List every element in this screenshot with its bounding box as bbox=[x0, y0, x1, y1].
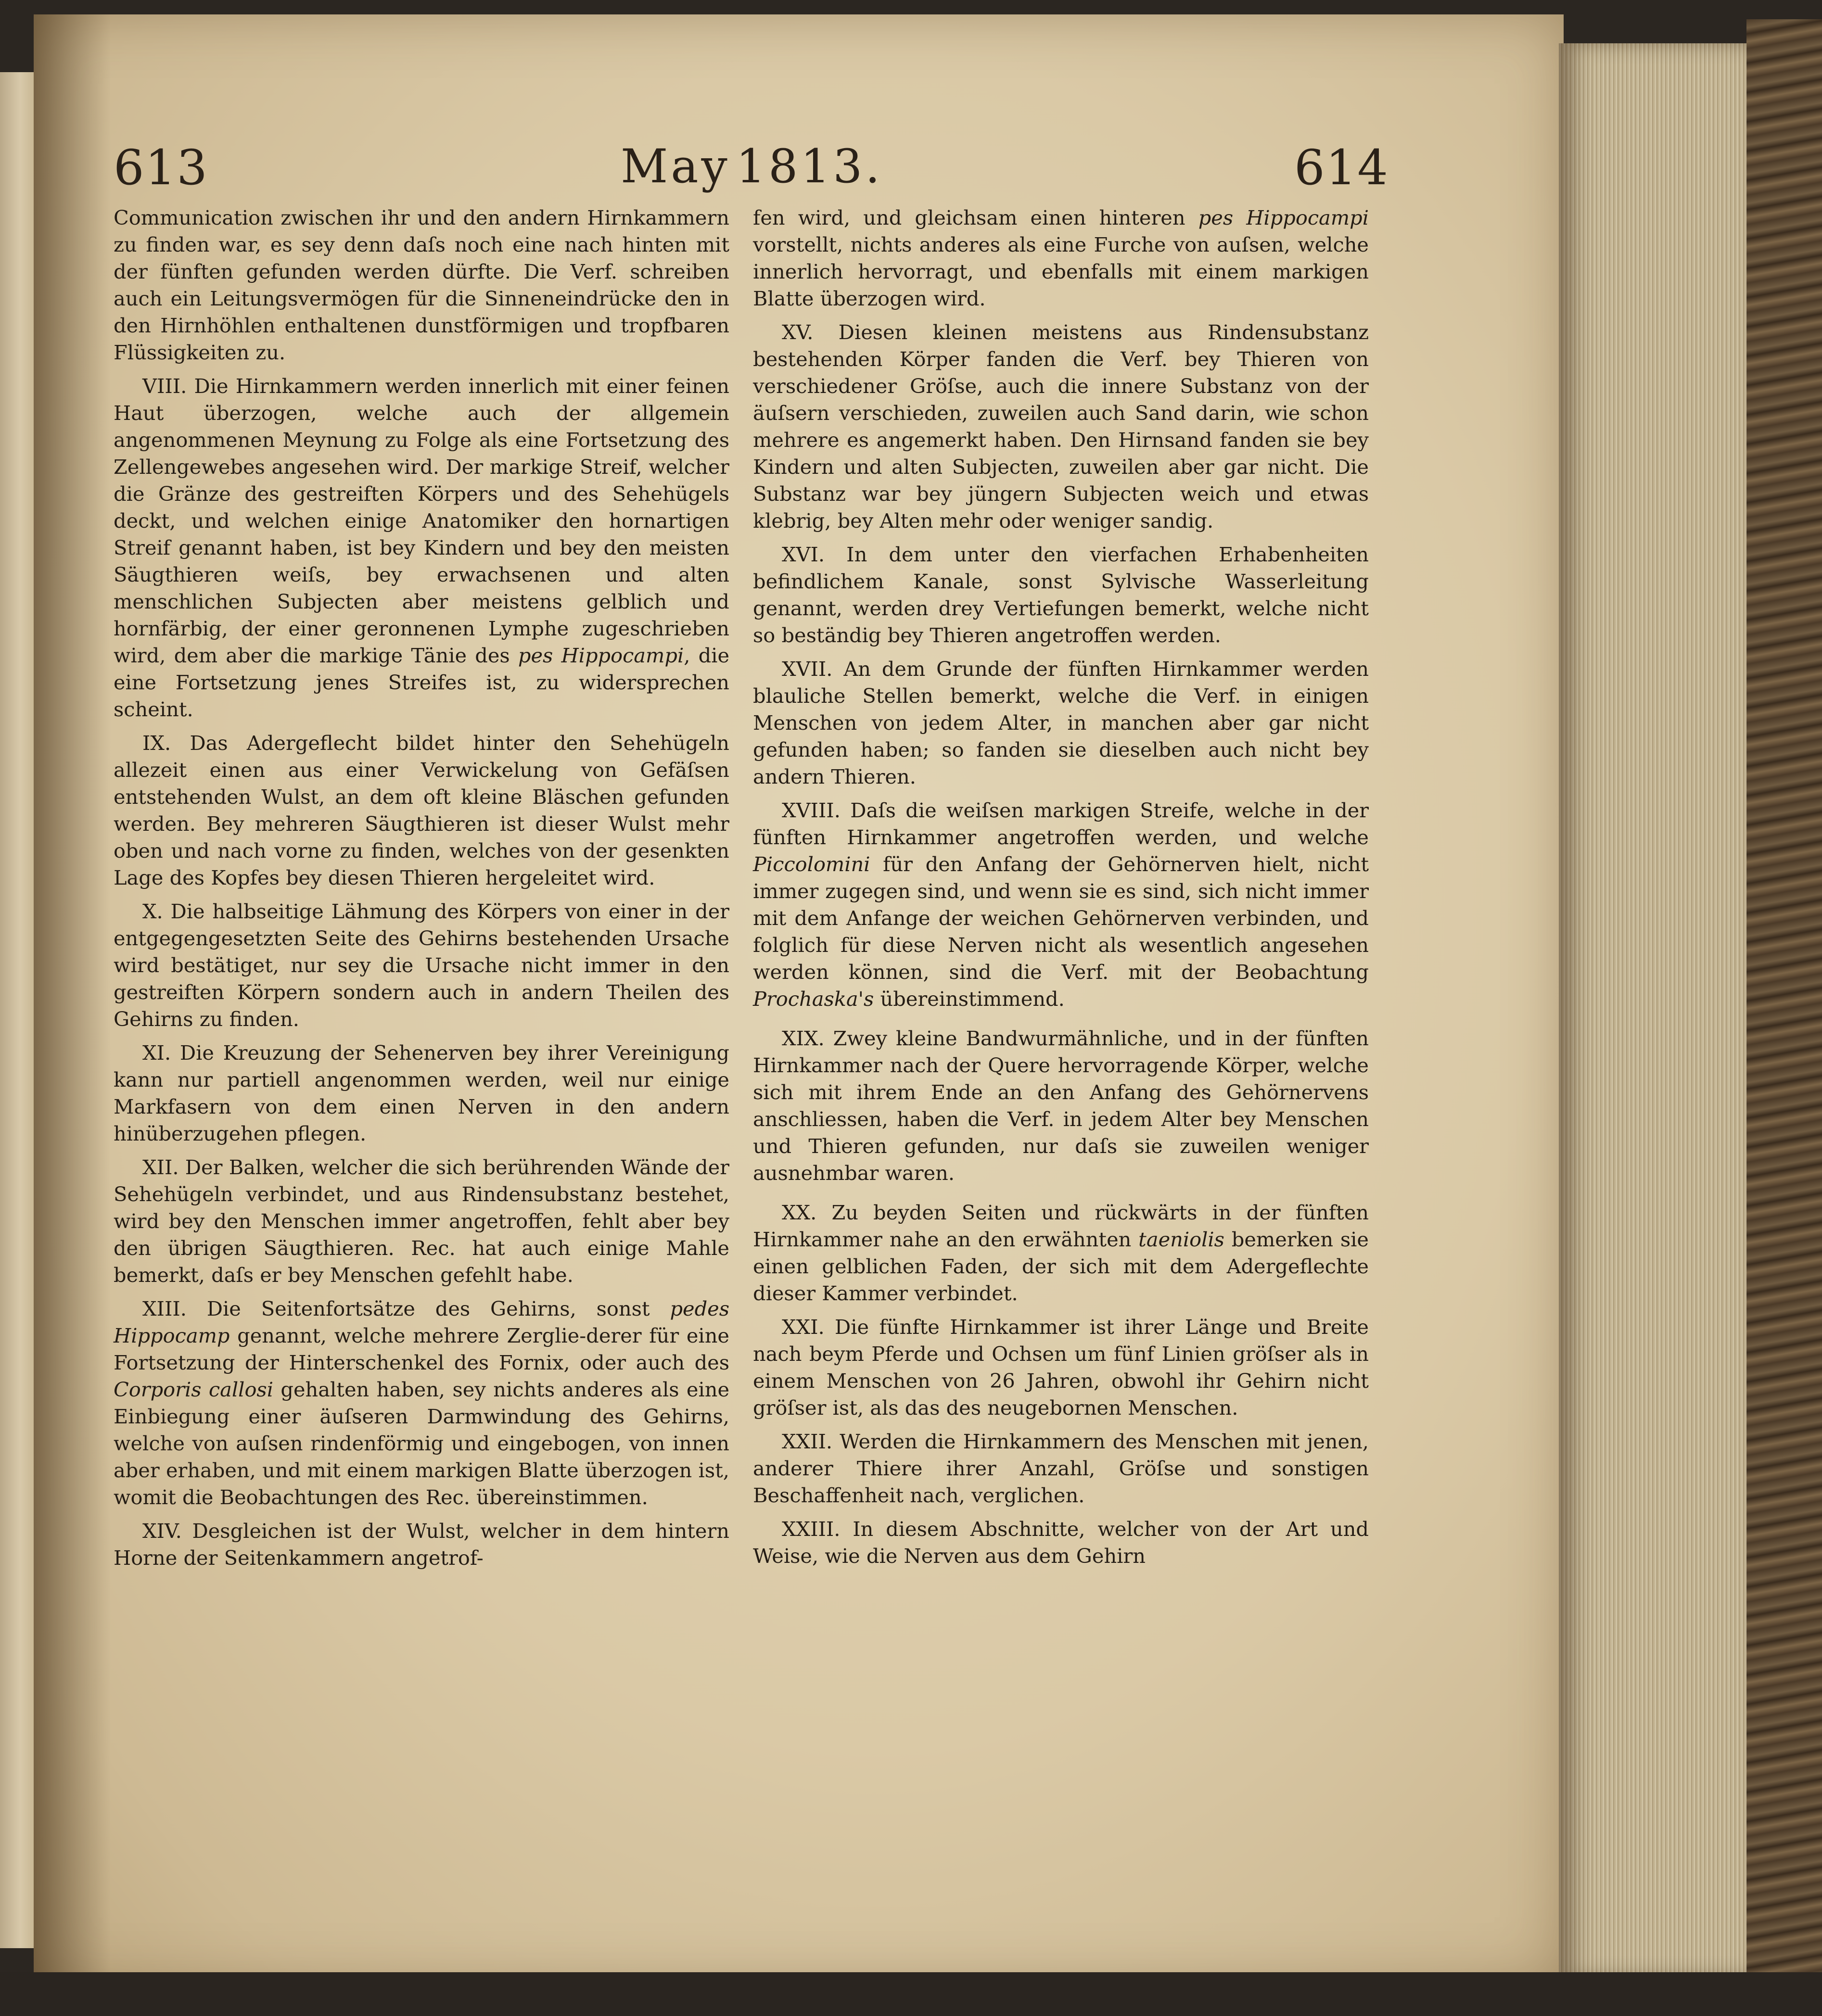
gutter-shadow bbox=[34, 14, 111, 1987]
page-block-edges bbox=[1559, 43, 1746, 1977]
paragraph: XV. Diesen kleinen meistens aus Rindensubstanz bestehenden Körper fanden die Verf. bey Thieren von verschiedener Gröſse, auch die innere Substanz von der äuſsern verschieden, zuweilen auch Sand darin, wie schon mehrere es angemerkt haben. Den Hirnsand fanden sie bey Kindern und alten Subjecten, zuweilen aber gar nicht. Die Substanz war bey jüngern Subjecten weich und etwas klebrig, bey Alten mehr oder weniger sandig. bbox=[753, 320, 1369, 533]
paragraph: XIX. Zwey kleine Bandwurmähnliche, und in der fünften Hirnkammer nach der Quere hervorragende Körper, welche sich mit ihrem Ende an den Anfang des Gehörnervens anschliessen, haben die Verf. in jedem Alter bey Menschen und Thieren gefunden, nur daſs sie zuweilen weniger ausnehmbar waren. bbox=[753, 1027, 1369, 1185]
paragraph: XXII. Werden die Hirnkammern des Menschen mit jenen, anderer Thiere ihrer Anzahl, Gröſse und sonstigen Beschaffenheit nach, verglichen. bbox=[753, 1430, 1369, 1507]
paragraph: XII. Der Balken, welcher die sich berührenden Wände der Sehehügeln verbindet, und aus Rindensubstanz bestehet, wird bey den Menschen immer angetroffen, fehlt aber bey den übrigen Säugthieren. Rec. hat auch einige Mahle bemerkt, daſs er bey Menschen gefehlt habe. bbox=[114, 1155, 729, 1287]
paragraph: XVII. An dem Grunde der fünften Hirnkammer werden blauliche Stellen bemerkt, welche die Verf. in einigen Menschen von jedem Alter, in manchen aber gar nicht gefunden haben; so fanden sie dieselben auch nicht bey andern Thieren. bbox=[753, 657, 1369, 788]
paragraph: XIV. Desgleichen ist der Wulst, welcher in dem hintern Horne der Seitenkammern angetrof- bbox=[114, 1519, 729, 1570]
text-column-left bbox=[114, 204, 729, 1572]
paragraph: XXIII. In diesem Abschnitte, welcher von der Art und Weise, wie die Nerven aus dem Gehirn bbox=[753, 1517, 1369, 1568]
background bbox=[0, 1972, 1822, 2016]
paragraph: X. Die halbseitige Lähmung des Körpers von einer in der entgegengesetzten Seite des Gehirns bestehenden Ursache wird bestätiget, nur sey die Ursache nicht immer in den gestreiften Körpern sondern auch in andern Theilen des Gehirns zu finden. bbox=[114, 900, 729, 1031]
paragraph: Communication zwischen ihr und den andern Hirnkammern zu finden war, es sey denn daſs noch eine nach hinten mit der fünften gefunden werden dürfte. Die Verf. schreiben auch ein Leitungsvermögen für die Sinneneindrücke den in den Hirnhöhlen enthaltenen dunstförmigen und tropfbaren Flüssigkeiten zu. bbox=[114, 206, 729, 364]
book-cover-edge bbox=[1746, 19, 1822, 2011]
running-head-year: 1813. bbox=[736, 139, 883, 193]
paragraph: IX. Das Adergeflecht bildet hinter den Sehehügeln allezeit einen aus einer Verwickelung von Gefäſsen entstehenden Wulst, an dem oft kleine Bläschen gefunden werden. Bey mehreren Säugthieren ist dieser Wulst mehr oben und nach vorne zu finden, welches von der gesenkten Lage des Kopfes bey diesen Thieren hergeleitet wird. bbox=[114, 731, 729, 889]
paragraph: VIII. Die Hirnkammern werden innerlich mit einer feinen Haut überzogen, welche auch der allgemein angenommenen Meynung zu Folge als eine Fortsetzung des Zellengewebes angesehen wird. Der markige Streif, welcher die Gränze des gestreiften Körpers und des Sehehügels deckt, und welchen einige Anatomiker den hornartigen Streif genannt haben, ist bey Kindern und bey den meisten Säugthieren weiſs, bey erwachsenen und alten menschlichen Subjecten aber meistens gelblich und hornfärbig, der einer geronnenen Lymphe zugeschrieben wird, dem aber die markige Tänie des pes Hippocampi, die eine Fortsetzung jenes Streifes ist, zu widersprechen scheint. bbox=[114, 374, 730, 721]
paragraph: fen wird, und gleichsam einen hinteren pes Hippocampi vorstellt, nichts anderes als eine Furche von auſsen, welche innerlich hervorragt, und ebenfalls mit einem markigen Blatte überzogen wird. bbox=[753, 206, 1369, 310]
paragraph: XXI. Die fünfte Hirnkammer ist ihrer Länge und Breite nach beym Pferde und Ochsen um fünf Linien gröſser als in einem Menschen von 26 Jahren, obwohl ihr Gehirn nicht gröſser ist, als das des neugebornen Menschen. bbox=[753, 1315, 1369, 1420]
paragraph: XIII. Die Seitenfortsätze des Gehirns, sonst pedes Hippocamp genannt, welche mehrere Zerglie-derer für eine Fortsetzung der Hinterschenkel des Fornix, oder auch des Corporis callosi gehalten haben, sey nichts anderes als eine Einbiegung einer äuſseren Darmwindung des Gehirns, welche von auſsen rindenförmig und eingebogen, von innen aber erhaben, und mit einem markigen Blatte überzogen ist, womit die Beobachtungen des Rec. übereinstimmen. bbox=[114, 1297, 730, 1509]
paragraph: XVIII. Daſs die weiſsen markigen Streife, welche in der fünften Hirnkammer angetroffen werden, und welche Piccolomini für den Anfang der Gehörnerven hielt, nicht immer zugegen sind, und wenn sie es sind, sich nicht immer mit dem Anfange der weichen Gehörnerven verbinden, und folglich für diese Nerven nicht als wesentlich angesehen werden können, sind die Verf. mit der Beobachtung Prochaska's übereinstimmend. bbox=[753, 799, 1369, 1011]
text-column-right bbox=[753, 204, 1369, 1570]
running-head-month: May bbox=[621, 139, 730, 193]
paragraph: XVI. In dem unter den vierfachen Erhabenheiten befindlichem Kanale, sonst Sylvische Wasserleitung genannt, werden drey Vertiefungen bemerkt, welche nicht so beständig bey Thieren angetroffen werden. bbox=[753, 543, 1369, 647]
paragraph: XX. Zu beyden Seiten und rückwärts in der fünften Hirnkammer nahe an den erwähnten taeniolis bemerken sie einen gelblichen Faden, der sich mit dem Adergeflechte dieser Kammer verbindet. bbox=[753, 1201, 1369, 1305]
page-number-right: 614 bbox=[1294, 139, 1389, 196]
paragraph: XI. Die Kreuzung der Sehenerven bey ihrer Vereinigung kann nur partiell angenommen werden, weil nur einige Markfasern von dem einen Nerven in den andern hinüberzugehen pflegen. bbox=[114, 1041, 729, 1145]
page-number-left: 613 bbox=[114, 139, 208, 196]
facing-page-edge bbox=[0, 72, 34, 1948]
